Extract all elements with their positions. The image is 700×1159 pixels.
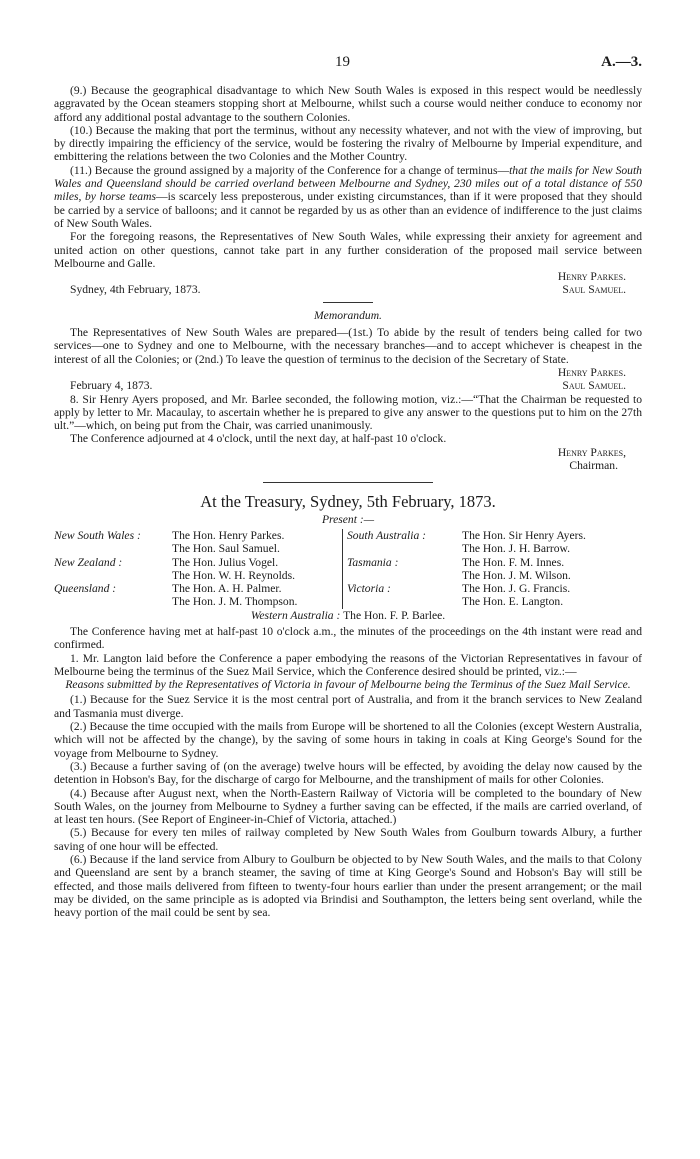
reasons-title: Reasons submitted by the Representatives of Victoria in favour of Melbourne being the Terminus of the Suez Mail Service. bbox=[65, 678, 631, 692]
para-11-rest: —is scarcely less preposterous, under existing circumstances, than if it were proposed that they should be carried by a service of balloons; and it cannot be regarded by us as other than an evidence of indifference to the just claims of New South Wales. bbox=[54, 190, 642, 230]
section-divider bbox=[263, 482, 433, 483]
member-name: The Hon. J. M. Wilson. bbox=[462, 568, 571, 582]
signature-name: Henry Parkes. bbox=[557, 365, 626, 379]
member-name: The Hon. E. Langton. bbox=[462, 595, 564, 609]
member-name: The Hon. Sir Henry Ayers. bbox=[462, 528, 586, 542]
colony-label bbox=[342, 569, 462, 582]
colony-label: New South Wales : bbox=[54, 528, 141, 542]
paragraph-11 bbox=[54, 164, 642, 230]
reason-2: (2.) Because the time occupied with the mails from Europe will be shortened to all the Colonies (except Western Australia, which will not be affected by the change), by the saving of some hours in taking in coals at King George's Sound for the voyage from Melbourne to Sydney. bbox=[54, 720, 642, 760]
member-name: The Hon. A. H. Palmer. bbox=[172, 582, 282, 596]
colony-label bbox=[54, 569, 172, 582]
paragraph-9: (9.) Because the geographical disadvantage to which New South Wales is exposed in this respect would be needlessly aggravated by the Ocean steamers stopping short at Melbourne, whilst such a course would neither conduce to economy nor afford any additional postal advantage to the southern Colonies. bbox=[54, 84, 642, 124]
para-11-lead: (11.) Because the ground assigned by a majority of the Conference for a change of terminus— bbox=[70, 163, 510, 177]
paragraph-10: (10.) Because the making that port the terminus, without any necessity whatever, and not with the view of improving, but by directly impairing the efficiency of the service, would be fostering the rivalry of Melbourne by Imperial expenditure, and embittering the relations between the two Colonies and the Mother Country. bbox=[54, 123, 642, 164]
memorandum-text: The Representatives of New South Wales are prepared—(1st.) To abide by the result of tenders being called for two services—one to Sydney and one to Melbourne, with the necessary branches—and to accept whichever is cheapest in the interest of all the Colonies; or (2nd.) To leave the question of terminus to the decision of the Secretary of State. bbox=[54, 326, 642, 366]
member-name: The Hon. J. G. Francis. bbox=[462, 582, 571, 596]
member-name: The Hon. F. P. Barlee. bbox=[343, 608, 446, 622]
signature-name: Henry Parkes. bbox=[557, 270, 626, 284]
chairman-name: Henry Parkes, bbox=[557, 445, 626, 459]
colony-label bbox=[342, 595, 462, 608]
document-reference: A.—3. bbox=[601, 54, 642, 70]
signature-dateline bbox=[54, 283, 642, 296]
colony-label: Victoria : bbox=[342, 582, 462, 595]
reason-5: (5.) Because for every ten miles of railway completed by New South Wales from Goulburn towards Albury, a further saving of one hour will be effected. bbox=[54, 826, 642, 853]
signature-name: Saul Samuel. bbox=[562, 283, 626, 297]
signature-name: Saul Samuel. bbox=[562, 379, 626, 393]
colony-label bbox=[54, 542, 172, 555]
colony-label: Tasmania : bbox=[342, 556, 462, 569]
reason-1: (1.) Because for the Suez Service it is the most central port of Australia, and from it the branch services to New Zealand and Tasmania must diverge. bbox=[54, 693, 642, 720]
member-name: The Hon. Saul Samuel. bbox=[172, 542, 280, 556]
member-name: The Hon. J. M. Thompson. bbox=[172, 595, 298, 609]
page-number: 19 bbox=[335, 54, 350, 70]
para-11-italic: that the mails for New South Wales and Queensland should be carried overland between Melbourne and Sydney, 230 miles out of a total distance of 550 miles, by horse teams bbox=[54, 163, 642, 204]
member-name: The Hon. F. M. Innes. bbox=[462, 555, 565, 569]
meeting-heading: At the Treasury, Sydney, 5th February, 1873. bbox=[200, 492, 496, 512]
body-text bbox=[54, 84, 642, 920]
signature-date: Sydney, 4th February, 1873. bbox=[70, 283, 201, 297]
memorandum-dateline bbox=[54, 379, 642, 392]
member-name: The Hon. Julius Vogel. bbox=[172, 555, 279, 569]
member-name: The Hon. J. H. Barrow. bbox=[462, 542, 571, 556]
divider bbox=[323, 302, 373, 303]
attendance-table bbox=[54, 529, 642, 609]
colony-label bbox=[342, 542, 462, 555]
colony-label: South Australia : bbox=[342, 529, 462, 542]
colony-label bbox=[54, 595, 172, 608]
page-header bbox=[0, 54, 700, 74]
reason-3: (3.) Because a further saving of (on the average) twelve hours will be effected, by avoiding the delay now caused by the detention in Hobson's Bay, for the discharge of cargo for Melbourne, and the transhipment of mails for other Colonies. bbox=[54, 759, 642, 787]
paragraph-8: 8. Sir Henry Ayers proposed, and Mr. Barlee seconded, the following motion, viz.:—“That the Chairman be requested to apply by letter to Mr. Macaulay, to ascertain whether he is prepared to give any answer to the questions put to him on the 27th ult.”—which, on being put from the Chair, was carried unanimously. bbox=[54, 392, 642, 433]
reason-4: (4.) Because after August next, when the North-Eastern Railway of Victoria will be completed to the boundary of New South Wales, on the journey from Melbourne to Sydney a further saving can be effected, if the mails are carried overland, of at least ten hours. (See Report of Engineer-in-Chief of Victoria, attached.) bbox=[54, 786, 642, 827]
colony-label: Queensland : bbox=[54, 582, 117, 596]
colony-label: Western Australia : bbox=[250, 608, 341, 622]
colony-label: New Zealand : bbox=[54, 555, 123, 569]
paragraph-met: The Conference having met at half-past 10 o'clock a.m., the minutes of the proceedings on the 4th instant were read and confirmed. bbox=[54, 624, 642, 652]
chairman-title: Chairman. bbox=[569, 459, 618, 473]
paragraph-adjourned: The Conference adjourned at 4 o'clock, until the next day, at half-past 10 o'clock. bbox=[70, 432, 447, 446]
western-australia-line bbox=[54, 609, 642, 622]
paragraph-foregoing: For the foregoing reasons, the Representatives of New South Wales, while expressing their anxiety for agreement and united action on other questions, cannot take part in any further consideration of the proposed mail service between Melbourne and Galle. bbox=[54, 230, 642, 270]
memorandum-title: Memorandum. bbox=[314, 308, 382, 322]
memorandum-date: February 4, 1873. bbox=[70, 379, 153, 393]
present-label: Present :— bbox=[321, 512, 375, 526]
paragraph-1: 1. Mr. Langton laid before the Conference a paper embodying the reasons of the Victorian Representatives in favour of Melbourne being the terminus of the Suez Mail Service, which the Conference desired should be printed, viz.:— bbox=[54, 651, 642, 678]
member-name: The Hon. Henry Parkes. bbox=[172, 528, 285, 542]
member-name: The Hon. W. H. Reynolds. bbox=[172, 568, 296, 582]
reason-6: (6.) Because if the land service from Albury to Goulburn be objected to by New South Wales, and the mails to that Colony and Queensland are sent by a branch steamer, the saving of time at King George's Sound and Hobson's Bay will still be effected, and those mails delivered from fifteen to twenty-four hours earlier than under the present arrangement; or the mail may be divided, on the same principle as is adopted via Brindisi and Southampton, the letters being sent overland, while the heavy portion of the mail could be sent by sea. bbox=[54, 853, 642, 920]
